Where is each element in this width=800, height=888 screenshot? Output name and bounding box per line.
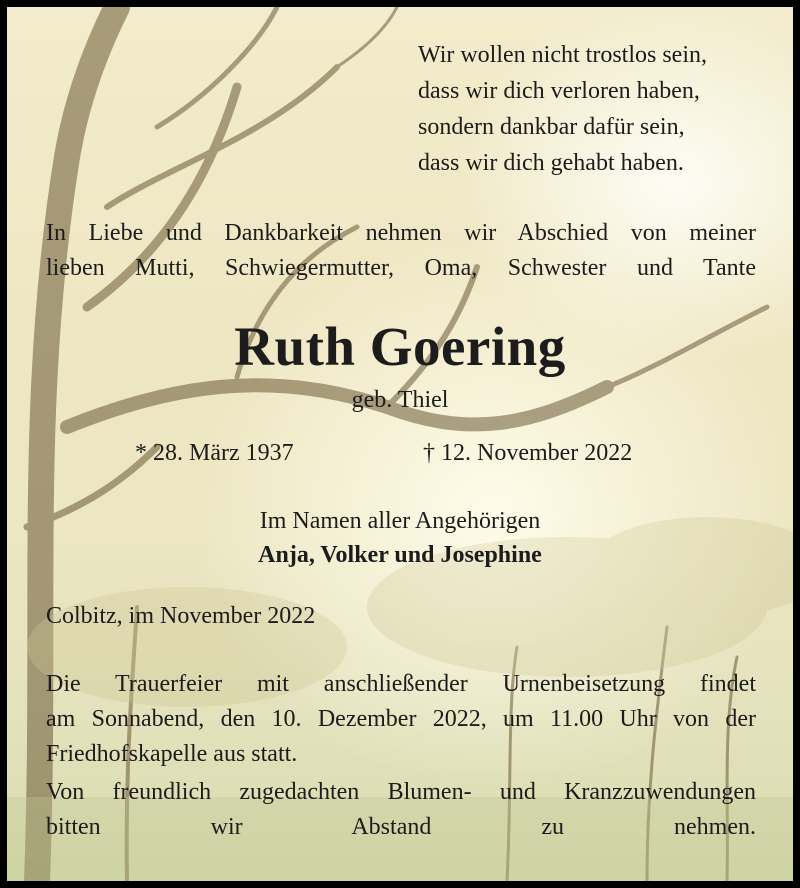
flowers-note bbox=[46, 775, 756, 845]
mourners-label: Im Namen aller Angehörigen bbox=[259, 508, 541, 534]
intro-line: lieben Mutti, Schwiegermutter, Oma, Schwester und Tante bbox=[46, 255, 756, 281]
verse-line: dass wir dich verloren haben, bbox=[418, 78, 700, 104]
death-date: † 12. November 2022 bbox=[423, 440, 633, 466]
birth-date: * 28. März 1937 bbox=[135, 440, 294, 466]
flowers-line: Von freundlich zugedachten Blumen- und Kranzzuwendungen bbox=[46, 779, 756, 805]
verse-line: Wir wollen nicht trostlos sein, bbox=[418, 42, 707, 68]
verse-line: dass wir dich gehabt haben. bbox=[418, 150, 684, 176]
intro-text bbox=[46, 216, 756, 286]
mourners-names: Anja, Volker und Josephine bbox=[258, 542, 542, 568]
verse bbox=[418, 38, 707, 182]
service-line: Die Trauerfeier mit anschließender Urnenbeisetzung findet bbox=[46, 671, 756, 697]
obituary-notice bbox=[7, 7, 793, 881]
place-date: Colbitz, im November 2022 bbox=[46, 603, 316, 629]
verse-line: sondern dankbar dafür sein, bbox=[418, 114, 685, 140]
flowers-line: bitten wir Abstand zu nehmen. bbox=[46, 814, 756, 840]
service-line: am Sonnabend, den 10. Dezember 2022, um 11.00 Uhr von der bbox=[46, 706, 756, 732]
service-info bbox=[46, 667, 756, 772]
maiden-name: geb. Thiel bbox=[351, 387, 449, 413]
intro-line: In Liebe und Dankbarkeit nehmen wir Abschied von meiner bbox=[46, 220, 756, 246]
service-line: Friedhofskapelle aus statt. bbox=[46, 741, 298, 767]
deceased-name: Ruth Goering bbox=[234, 316, 566, 377]
